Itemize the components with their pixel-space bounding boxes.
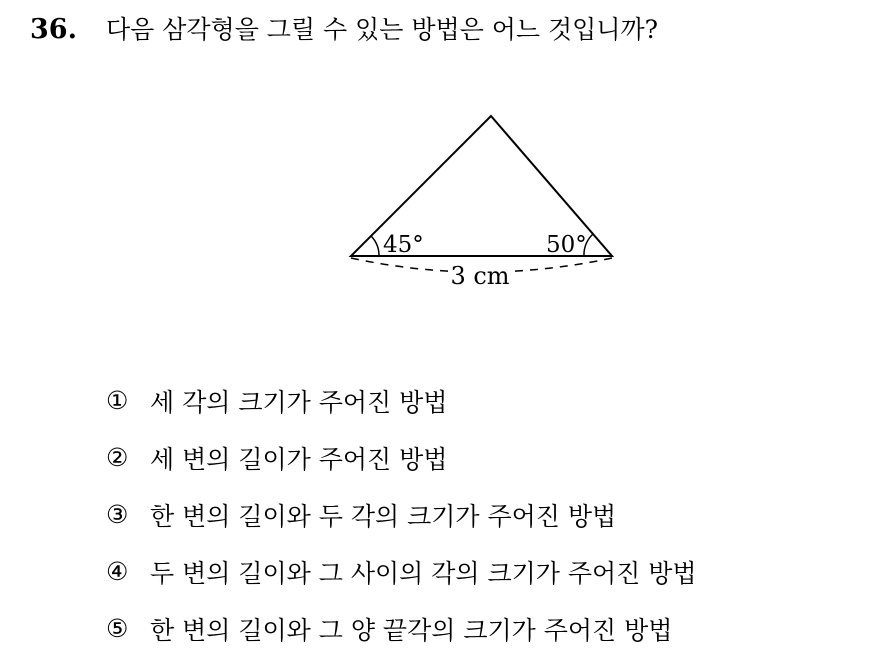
choice-text: 두 변의 길이와 그 사이의 각의 크기가 주어진 방법	[150, 558, 697, 588]
choice-5[interactable]	[106, 600, 697, 657]
choice-text: 세 변의 길이가 주어진 방법	[150, 444, 448, 474]
choice-marker: ②	[106, 443, 129, 472]
choice-marker: ③	[106, 500, 129, 529]
question-text: 다음 삼각형을 그릴 수 있는 방법은 어느 것입니까?	[106, 15, 659, 44]
choice-text: 한 변의 길이와 그 양 끝각의 크기가 주어진 방법	[150, 615, 673, 645]
question-number: 36.	[30, 14, 77, 45]
left-angle-arc	[371, 236, 379, 256]
choice-text: 한 변의 길이와 두 각의 크기가 주어진 방법	[150, 501, 617, 531]
answer-choices	[106, 372, 697, 657]
choice-marker: ④	[106, 557, 129, 586]
choice-3[interactable]	[106, 486, 697, 543]
choice-marker: ①	[106, 386, 129, 415]
choice-1[interactable]	[106, 372, 697, 429]
choice-text: 세 각의 크기가 주어진 방법	[150, 387, 448, 417]
base-length-label: 3 cm	[450, 262, 510, 290]
choice-4[interactable]	[106, 543, 697, 600]
left-angle-label: 45°	[383, 232, 424, 258]
choice-marker: ⑤	[106, 614, 129, 643]
choice-2[interactable]	[106, 429, 697, 486]
right-angle-label: 50°	[546, 232, 587, 258]
